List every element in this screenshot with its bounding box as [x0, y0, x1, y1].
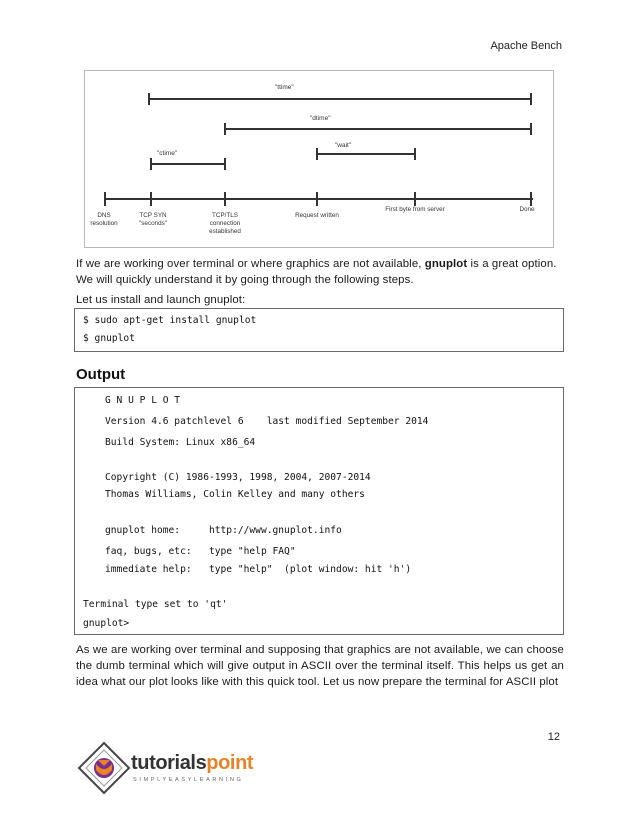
logo-wordmark [131, 752, 253, 775]
section-heading-output: Output [76, 366, 126, 383]
code-line: faq, bugs, etc: type "help FAQ" [105, 546, 296, 557]
timing-diagram [84, 70, 554, 248]
logo-tagline: SIMPLYEASYLEARNING [133, 777, 244, 783]
gnuplot-bold: gnuplot [424, 258, 468, 270]
install-code-block [74, 308, 564, 352]
timeline-label-tcp-tls: TCP/TLS connection established [209, 212, 241, 235]
code-line: Build System: Linux x86_64 [105, 437, 256, 448]
running-header: Apache Bench [490, 40, 562, 52]
bracket-ctime [151, 158, 225, 170]
logo-word-tutorials: tutorials [131, 752, 207, 774]
timeline-label-done: Done [519, 206, 535, 213]
timeline-label-first-byte: First byte from server [385, 206, 445, 213]
code-line: Copyright (C) 1986-1993, 1998, 2004, 2007-2014 [105, 472, 371, 483]
timing-diagram-svg [85, 71, 553, 247]
install-paragraph: Let us install and launch gnuplot: [76, 294, 246, 306]
code-line: Terminal type set to 'qt' [83, 599, 228, 610]
tutorialspoint-logo [76, 740, 254, 796]
bracket-label-ttime: "ttime" [275, 84, 294, 91]
logo-emblem-icon [76, 740, 132, 796]
bracket-ttime [149, 93, 531, 105]
intro-text-start: If we are working over terminal or where graphics are not available, [76, 258, 425, 270]
bracket-wait [317, 148, 415, 160]
bracket-label-ctime: "ctime" [157, 150, 178, 157]
code-line: $ sudo apt-get install gnuplot [83, 315, 257, 326]
timeline-axis [105, 192, 533, 206]
code-line: Thomas Williams, Colin Kelley and many others [105, 489, 365, 500]
code-line: Version 4.6 patchlevel 6 last modified September 2014 [105, 416, 429, 427]
code-line: gnuplot home: http://www.gnuplot.info [105, 525, 342, 536]
page-number: 12 [547, 731, 560, 743]
code-line: $ gnuplot [83, 333, 135, 344]
ascii-terminal-paragraph: As we are working over terminal and supposing that graphics are not available, we can choose the dumb terminal which will give output in ASCII over the terminal itself. This helps us get an idea what our plot looks like with this quick tool. Let us now prepare the terminal for ASCII plot [76, 644, 564, 688]
output-code-block [74, 387, 564, 635]
bracket-dtime [225, 123, 531, 135]
bracket-label-wait: "wait" [335, 142, 352, 149]
logo-word-point: point [206, 752, 254, 774]
timeline-label-dns: DNS resolution [90, 212, 118, 227]
code-line: immediate help: type "help" (plot window: hit 'h') [105, 564, 412, 575]
code-line: gnuplot> [83, 618, 130, 629]
intro-text-end: is a great option. We will quickly understand it by going through the following steps. [76, 258, 557, 286]
timeline-label-request-written: Request written [295, 212, 339, 219]
bracket-label-dtime: "dtime" [310, 115, 331, 122]
code-line: G N U P L O T [105, 395, 181, 406]
timeline-label-tcp-syn: TCP SYN "seconds" [139, 212, 167, 227]
intro-paragraph [76, 256, 564, 288]
